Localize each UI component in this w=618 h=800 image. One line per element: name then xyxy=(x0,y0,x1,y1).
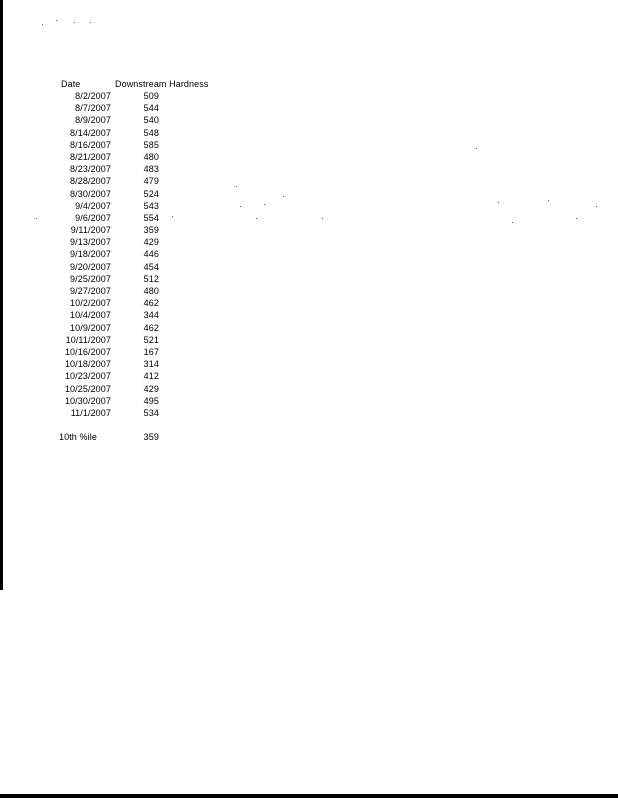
table-row xyxy=(55,261,208,273)
summary-value: 359 xyxy=(143,432,159,443)
hardness-cell: 412 xyxy=(143,371,159,382)
table-row xyxy=(55,395,208,407)
date-cell: 10/9/2007 xyxy=(70,322,111,333)
hardness-cell: 512 xyxy=(143,273,159,284)
date-cell: 10/2/2007 xyxy=(70,298,111,309)
date-cell: 10/30/2007 xyxy=(64,395,111,406)
hardness-cell: 344 xyxy=(143,310,159,321)
table-header xyxy=(55,78,208,90)
date-cell: 10/4/2007 xyxy=(70,310,111,321)
hardness-cell: 446 xyxy=(143,249,159,260)
date-cell: 8/7/2007 xyxy=(75,103,111,114)
hardness-cell: 509 xyxy=(143,91,159,101)
date-cell: 8/9/2007 xyxy=(75,115,111,126)
hardness-cell: 167 xyxy=(143,346,159,357)
date-column-header: Date xyxy=(61,79,81,89)
hardness-cell: 543 xyxy=(143,200,159,211)
date-cell: 9/4/2007 xyxy=(75,200,111,211)
date-cell: 9/11/2007 xyxy=(70,225,111,236)
date-cell: 10/18/2007 xyxy=(64,359,111,370)
table-row xyxy=(55,322,208,334)
table-row xyxy=(55,285,208,297)
table-row xyxy=(55,309,208,321)
hardness-cell: 483 xyxy=(143,164,159,175)
date-cell: 10/25/2007 xyxy=(64,383,111,394)
date-cell: 9/18/2007 xyxy=(70,249,111,260)
summary-label: 10th %ile xyxy=(59,432,97,443)
hardness-cell: 524 xyxy=(143,188,159,199)
table-row xyxy=(55,358,208,370)
table-row xyxy=(55,139,208,151)
hardness-cell: 429 xyxy=(143,383,159,394)
hardness-cell: 454 xyxy=(143,261,159,272)
hardness-cell: 548 xyxy=(143,127,159,138)
date-cell: 10/16/2007 xyxy=(64,346,111,357)
hardness-cell: 462 xyxy=(143,298,159,309)
table-row xyxy=(55,297,208,309)
hardness-cell: 544 xyxy=(143,103,159,114)
date-cell: 9/25/2007 xyxy=(70,273,111,284)
table-row xyxy=(55,102,208,114)
table-row xyxy=(55,90,208,102)
table-row xyxy=(55,273,208,285)
table-row xyxy=(55,114,208,126)
table-row xyxy=(55,188,208,200)
date-cell: 9/27/2007 xyxy=(70,286,111,296)
hardness-cell: 480 xyxy=(143,286,159,296)
hardness-cell: 585 xyxy=(143,139,159,150)
scan-left-border xyxy=(0,0,3,590)
date-cell: 8/23/2007 xyxy=(70,164,111,175)
table-row xyxy=(55,346,208,358)
hardness-cell: 479 xyxy=(143,176,159,187)
hardness-cell: 480 xyxy=(143,151,159,162)
hardness-cell: 462 xyxy=(143,322,159,333)
table-row xyxy=(55,383,208,395)
table-row xyxy=(55,248,208,260)
summary-row xyxy=(55,431,208,443)
table-row xyxy=(55,224,208,236)
date-cell: 10/11/2007 xyxy=(65,334,111,345)
hardness-cell: 521 xyxy=(143,334,159,345)
hardness-cell: 429 xyxy=(143,237,159,248)
table-row xyxy=(55,163,208,175)
hardness-cell: 495 xyxy=(143,395,159,406)
date-cell: 8/28/2007 xyxy=(70,176,111,187)
hardness-cell: 540 xyxy=(143,115,159,126)
hardness-cell: 554 xyxy=(143,212,159,223)
date-cell: 8/16/2007 xyxy=(70,139,111,150)
table-row xyxy=(55,370,208,382)
table-row xyxy=(55,175,208,187)
date-cell: 9/6/2007 xyxy=(75,212,111,223)
table-row xyxy=(55,151,208,163)
date-cell: 11/1/2007 xyxy=(70,407,111,418)
date-cell: 10/23/2007 xyxy=(64,371,111,382)
table-row xyxy=(55,200,208,212)
date-cell: 8/30/2007 xyxy=(70,188,111,199)
hardness-cell: 359 xyxy=(143,225,159,236)
hardness-cell: 534 xyxy=(143,407,159,418)
table-body xyxy=(55,90,208,419)
table-row xyxy=(55,127,208,139)
hardness-column-header: Downstream Hardness xyxy=(115,79,209,89)
table-row xyxy=(55,236,208,248)
date-cell: 9/13/2007 xyxy=(70,237,111,248)
date-cell: 8/2/2007 xyxy=(75,91,111,101)
table-row xyxy=(55,212,208,224)
table-row xyxy=(55,334,208,346)
scan-bottom-border xyxy=(0,794,618,798)
date-cell: 8/21/2007 xyxy=(70,151,111,162)
hardness-cell: 314 xyxy=(143,359,159,370)
date-cell: 9/20/2007 xyxy=(70,261,111,272)
table-row xyxy=(55,407,208,419)
hardness-table xyxy=(55,78,208,443)
date-cell: 8/14/2007 xyxy=(70,127,111,138)
